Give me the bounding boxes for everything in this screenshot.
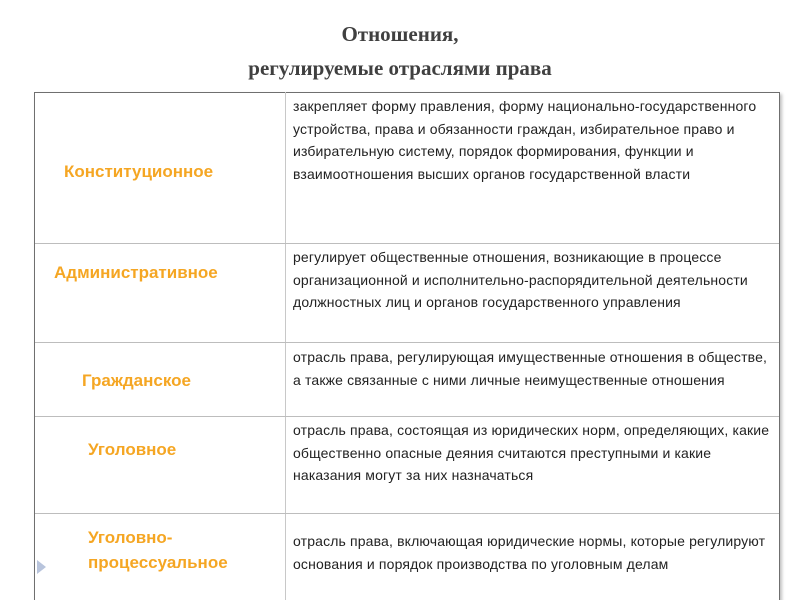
- row-divider: [35, 243, 779, 244]
- term-criminal-procedural-line2: процессуальное: [88, 553, 228, 572]
- play-arrow-icon[interactable]: [37, 560, 46, 574]
- column-divider: [285, 92, 286, 600]
- row-divider: [35, 342, 779, 343]
- term-civil: Гражданское: [82, 371, 191, 390]
- description-civil: отрасль права, регулирующая имущественные отношения в обществе, а также связанные с ними личные неимущественные отношения: [293, 349, 768, 388]
- slide-title-line2: регулируемые отраслями права: [248, 56, 552, 80]
- description-administrative: регулирует общественные отношения, возникающие в процессе организационной и исполнительно-распорядительной деятельности должностных лиц и органов государственного управления: [293, 249, 748, 311]
- term-constitutional: Конституционное: [64, 162, 214, 181]
- description-criminal-procedural: отрасль права, включающая юридические нормы, которые регулируют основания и порядок производства по уголовным делам: [293, 533, 766, 572]
- description-criminal: отрасль права, состоящая из юридических норм, определяющих, какие общественно опасные деяния считаются преступными и какие наказания могут за них назначаться: [293, 422, 770, 484]
- row-divider: [35, 416, 779, 417]
- term-administrative: Административное: [54, 263, 218, 282]
- description-constitutional: закрепляет форму правления, форму национально-государственного устройства, права и обязанности граждан, избирательное право и избирательную систему, порядок формирования, функции и взаимоотношения высших органов государственной власти: [293, 98, 757, 182]
- row-divider: [35, 513, 779, 514]
- slide-title-line1: Отношения,: [341, 22, 459, 46]
- term-criminal: Уголовное: [88, 440, 177, 459]
- term-criminal-procedural-line1: Уголовно-: [88, 528, 173, 547]
